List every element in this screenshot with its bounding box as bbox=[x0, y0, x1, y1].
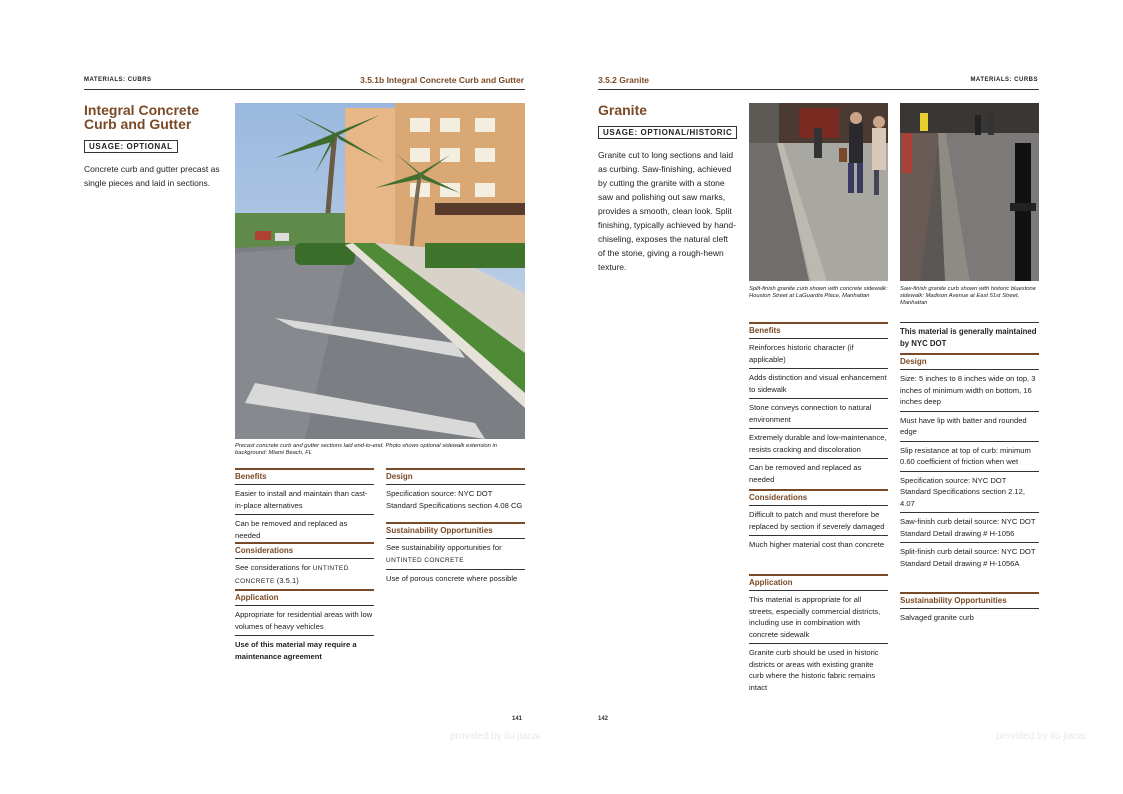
design-left bbox=[386, 468, 525, 514]
benefits-heading-right: Benefits bbox=[749, 322, 888, 339]
watermark-right: provided by liu jiacai bbox=[996, 731, 1087, 742]
list-item: Reinforces historic character (if applicable) bbox=[749, 339, 888, 369]
design-heading-right: Design bbox=[900, 353, 1039, 370]
page-title-right: Granite bbox=[598, 102, 648, 118]
item-text: (3.5.1) bbox=[274, 575, 299, 585]
photo-miami-curb bbox=[235, 103, 525, 439]
list-item: Difficult to patch and must therefore be replaced by section if severely damaged bbox=[749, 506, 888, 536]
list-item: Size: 5 inches to 8 inches wide on top, 3 inches of minimum width on bottom, 16 inches deep bbox=[900, 370, 1039, 412]
title-line-1: Integral Concrete bbox=[84, 102, 200, 118]
list-item: Use of this material may require a maintenance agreement bbox=[235, 640, 357, 661]
page-number-left: 141 bbox=[512, 716, 523, 722]
item-text: See considerations for bbox=[235, 563, 313, 572]
sustainability-heading-right: Sustainability Opportunities bbox=[900, 592, 1039, 609]
considerations-heading-right: Considerations bbox=[749, 489, 888, 506]
list-item: Stone conveys connection to natural environment bbox=[749, 399, 888, 429]
application-heading-left: Application bbox=[235, 589, 374, 606]
sustainability-right bbox=[900, 592, 1039, 627]
list-item: Split-finish curb detail source: NYC DOT Standard Detail drawing # H-1056A bbox=[900, 547, 1036, 568]
title-line-2: Curb and Gutter bbox=[84, 116, 192, 132]
list-item: Must have lip with batter and rounded edge bbox=[900, 412, 1039, 442]
application-left bbox=[235, 589, 374, 665]
considerations-left bbox=[235, 542, 374, 590]
photo-madison-avenue bbox=[900, 103, 1039, 281]
list-item: Salvaged granite curb bbox=[900, 613, 974, 622]
section-head-left: 3.5.1b Integral Concrete Curb and Gutter bbox=[360, 75, 524, 85]
list-item: Granite curb should be used in historic districts or areas with existing granite curb where the historic fabric remains intact bbox=[749, 648, 879, 692]
considerations-heading-left: Considerations bbox=[235, 542, 374, 559]
list-item: This material is appropriate for all streets, especially commercial districts, including use in combination with concrete sidewalk bbox=[749, 591, 888, 644]
list-item: Saw-finish curb detail source: NYC DOT Standard Detail drawing # H-1056 bbox=[900, 513, 1039, 543]
page-title-left bbox=[84, 103, 229, 131]
page-number-right: 142 bbox=[598, 716, 609, 722]
maintained-note bbox=[900, 322, 1039, 352]
list-item: Easier to install and maintain than cast-in-place alternatives bbox=[235, 485, 374, 515]
usage-badge-left: USAGE: OPTIONAL bbox=[84, 140, 178, 153]
photo-houston-street bbox=[749, 103, 888, 281]
maintained-text: This material is generally maintained by NYC DOT bbox=[900, 322, 1039, 352]
considerations-right bbox=[749, 489, 888, 554]
list-item: Adds distinction and visual enhancement to sidewalk bbox=[749, 369, 888, 399]
watermark-left: provided by liu jiacai bbox=[450, 731, 541, 742]
list-item: Can be removed and replaced as needed bbox=[749, 463, 862, 484]
section-head-right: 3.5.2 Granite bbox=[598, 75, 650, 85]
list-item: Specification source: NYC DOT Standard Specifications section 4.08 CG bbox=[386, 489, 523, 510]
usage-badge-right: USAGE: OPTIONAL/HISTORIC bbox=[598, 126, 737, 139]
item-smallcaps: UNTINTED CONCRETE bbox=[235, 565, 349, 585]
photo-caption-left: Precast concrete curb and gutter sections laid end-to-end. Photo shows optional sidewalk extension in background: Miami Beach, FL bbox=[235, 443, 497, 456]
list-item: Much higher material cost than concrete bbox=[749, 540, 885, 549]
benefits-heading-left: Benefits bbox=[235, 468, 374, 485]
list-item: Can be removed and replaced as needed bbox=[235, 519, 348, 540]
photo1-caption: Split-finish granite curb shown with concrete sidewalk: Houston Street at LaGuardia Place, Manhattan bbox=[749, 286, 888, 299]
running-head-left: MATERIALS: CUBRS bbox=[84, 77, 152, 83]
list-item: Appropriate for residential areas with low volumes of heavy vehicles bbox=[235, 606, 374, 636]
header-rule-left bbox=[84, 89, 525, 90]
header-rule-right bbox=[598, 89, 1039, 90]
list-item bbox=[386, 539, 525, 570]
item-text: See sustainability opportunities for bbox=[386, 543, 502, 552]
benefits-left bbox=[235, 468, 374, 544]
usage-badge-left-wrap bbox=[84, 136, 178, 154]
sustainability-left bbox=[386, 522, 525, 588]
intro-left: Concrete curb and gutter precast as single pieces and laid in sections. bbox=[84, 164, 220, 188]
intro-right: Granite cut to long sections and laid as curbing. Saw-finishing, achieved by cutting the granite with a stone saw and polishing out saw marks, provides a smooth, clean look. Split finishing, typically achieved by hand-chiseling, exposes the natural cleft of the stone, giving a rough-hewn texture. bbox=[598, 150, 736, 272]
list-item bbox=[235, 559, 374, 590]
design-heading-left: Design bbox=[386, 468, 525, 485]
application-right bbox=[749, 574, 888, 696]
application-heading-right: Application bbox=[749, 574, 888, 591]
list-item: Specification source: NYC DOT Standard Specifications section 2.12, 4.07 bbox=[900, 472, 1039, 514]
list-item: Slip resistance at top of curb: minimum 0.60 coefficient of friction when wet bbox=[900, 442, 1039, 472]
photo2-caption: Saw-finish granite curb shown with historic bluestone sidewalk: Madison Avenue at East 51st Street, Manhattan bbox=[900, 286, 1036, 306]
usage-badge-right-wrap bbox=[598, 122, 737, 140]
list-item: Use of porous concrete where possible bbox=[386, 574, 518, 583]
running-head-right: MATERIALS: CURBS bbox=[970, 77, 1038, 83]
list-item: Extremely durable and low-maintenance, resists cracking and discoloration bbox=[749, 429, 888, 459]
sustainability-heading-left: Sustainability Opportunities bbox=[386, 522, 525, 539]
design-right bbox=[900, 353, 1039, 572]
item-smallcaps: UNTINTED CONCRETE bbox=[386, 556, 464, 564]
benefits-right bbox=[749, 322, 888, 488]
